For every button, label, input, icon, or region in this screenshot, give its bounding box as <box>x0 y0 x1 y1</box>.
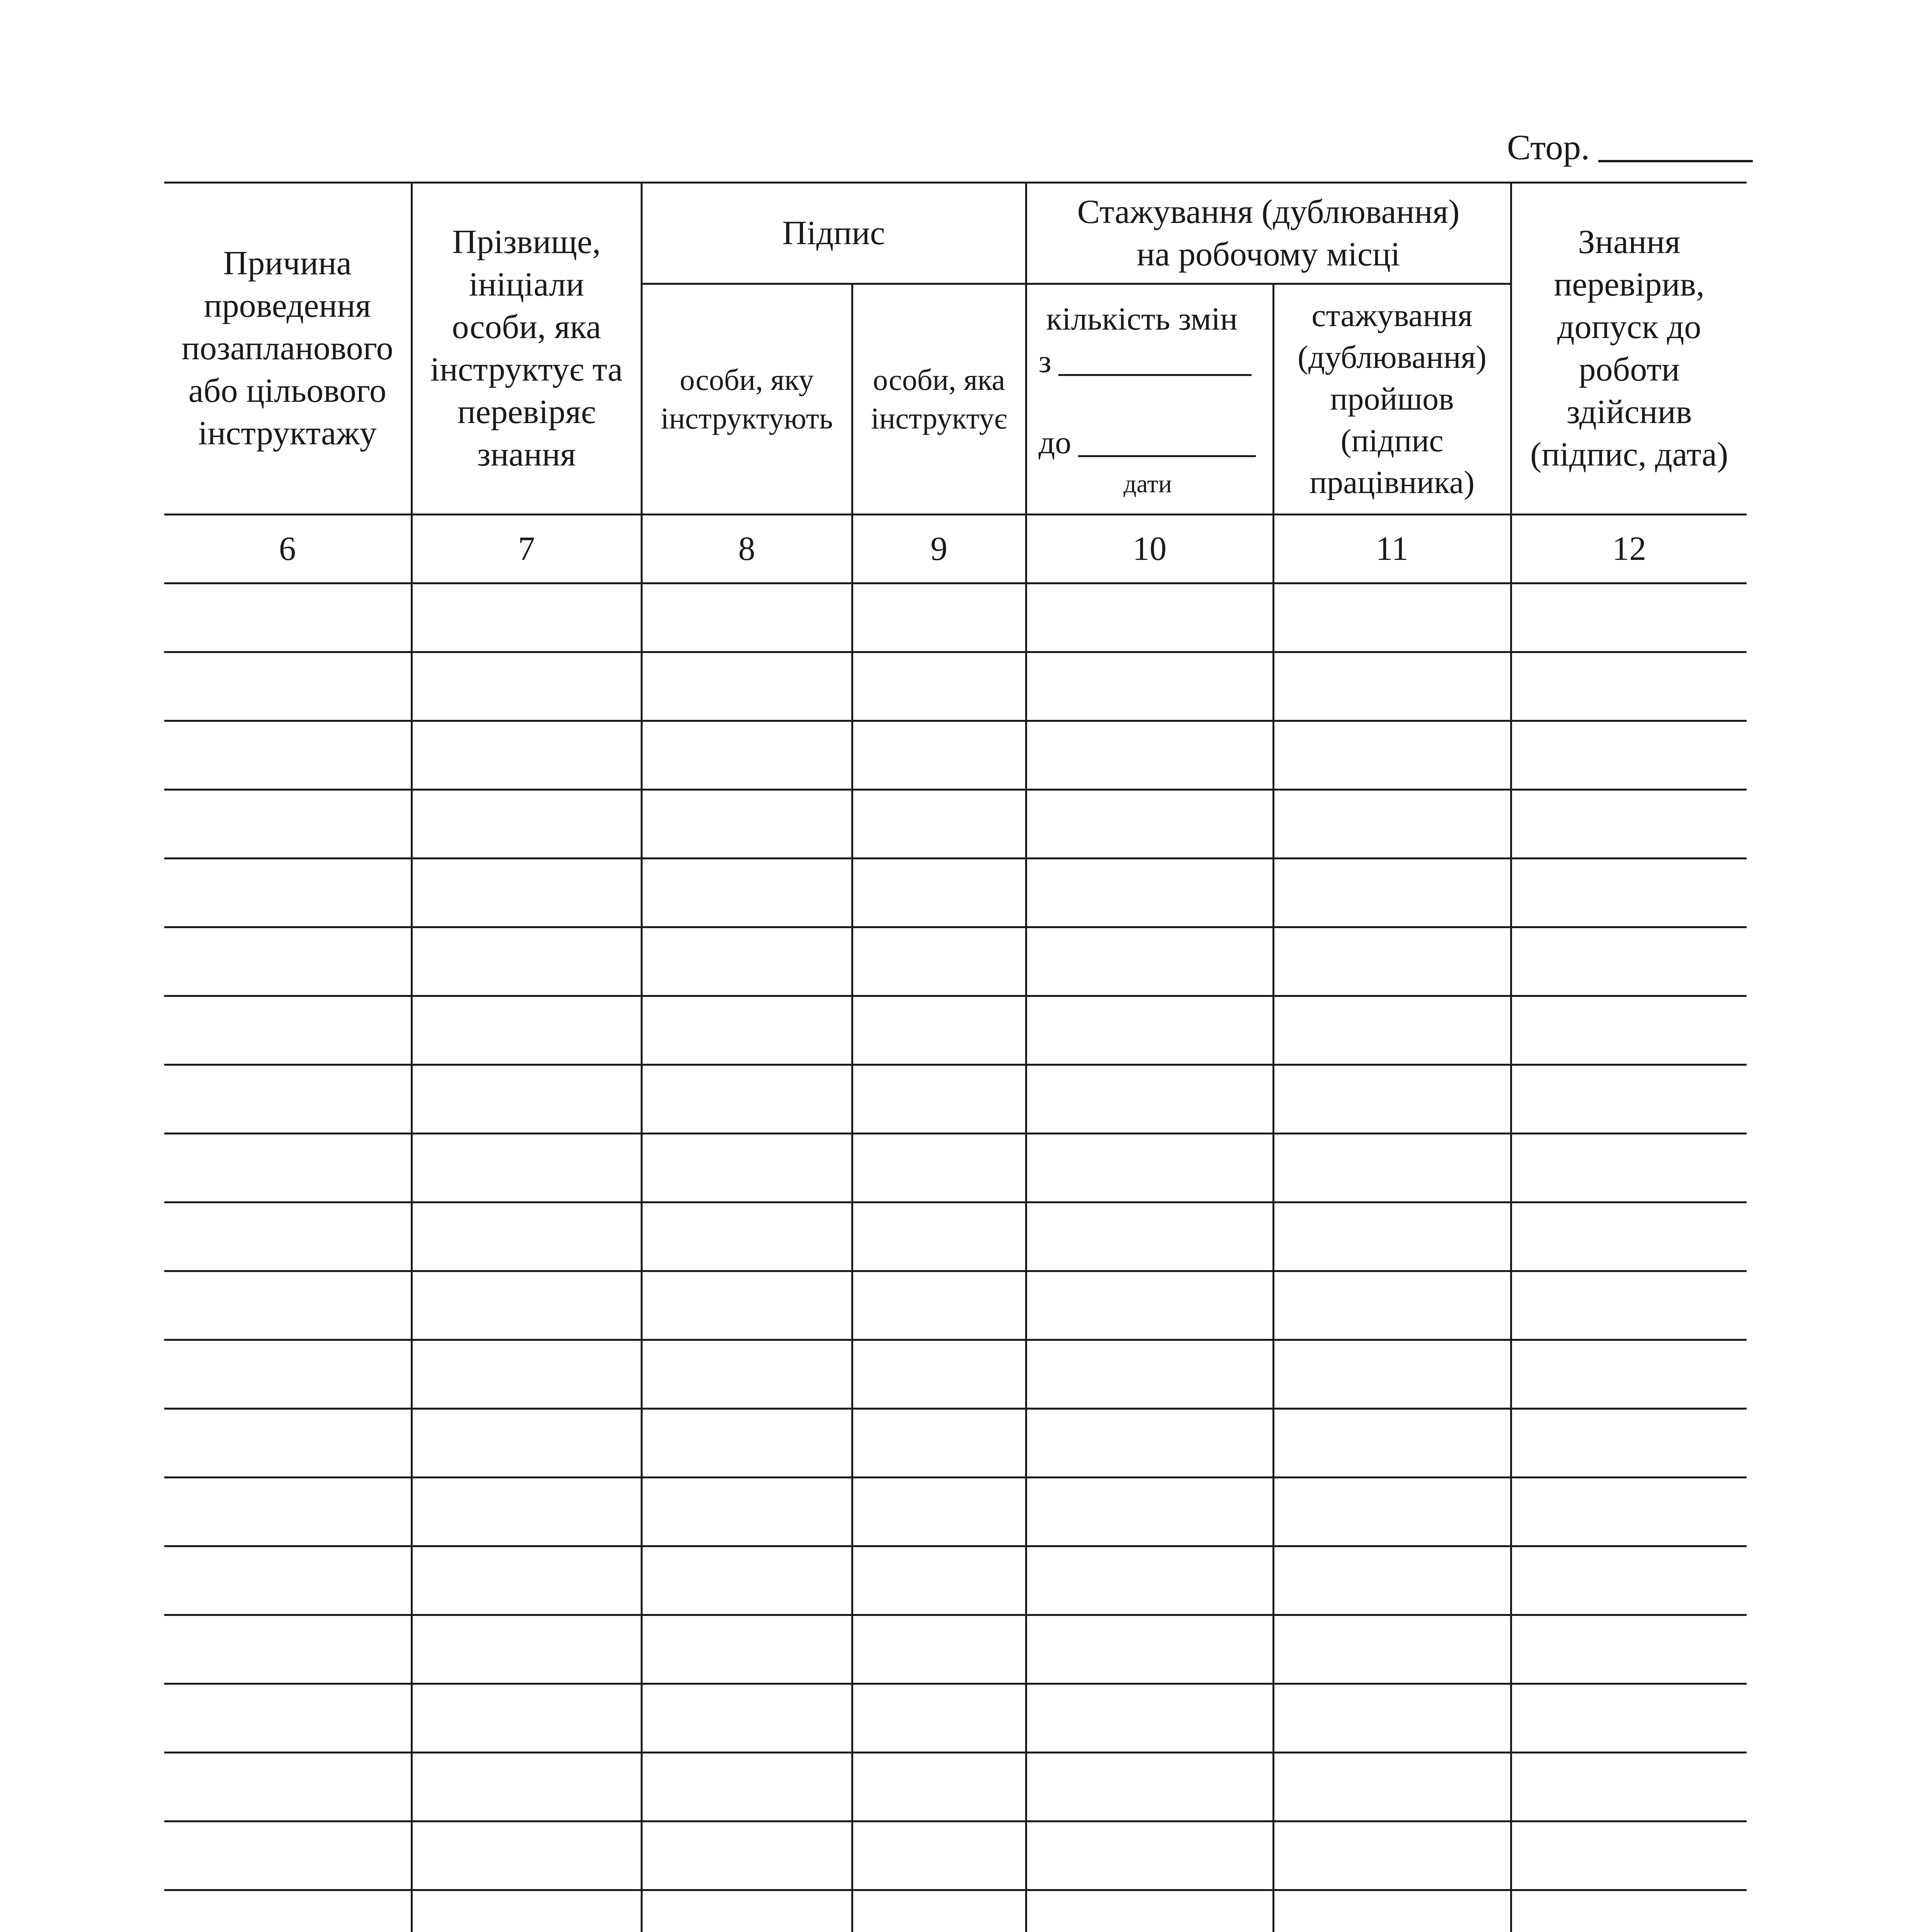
table-row <box>164 1409 1747 1478</box>
header-instructor-name-text: Прізвище, ініціали особи, яка інструктує та перевіряє знання <box>430 223 623 473</box>
table-cell[interactable] <box>412 859 641 927</box>
dates-note: дати <box>1123 470 1172 498</box>
table-cell[interactable] <box>412 1478 641 1546</box>
table-cell[interactable] <box>1273 996 1511 1065</box>
table-cell[interactable] <box>852 1271 1026 1340</box>
table-cell[interactable] <box>1273 721 1511 790</box>
table-cell[interactable] <box>1273 1134 1511 1202</box>
table-cell[interactable] <box>1273 1821 1511 1890</box>
table-cell[interactable] <box>412 1546 641 1615</box>
table-cell[interactable] <box>164 583 412 652</box>
table-cell[interactable] <box>641 1271 852 1340</box>
table-cell[interactable] <box>1026 927 1273 996</box>
table-cell[interactable] <box>852 1065 1026 1134</box>
table-cell[interactable] <box>412 1202 641 1271</box>
table-cell[interactable] <box>641 1546 852 1615</box>
table-cell[interactable] <box>1511 1409 1747 1478</box>
table-cell[interactable] <box>1026 1546 1273 1615</box>
table-cell[interactable] <box>164 790 412 859</box>
header-signature-group <box>641 183 1026 284</box>
table-cell[interactable] <box>412 1134 641 1202</box>
table-cell[interactable] <box>641 721 852 790</box>
column-numbers-row <box>164 515 1747 583</box>
table-cell[interactable] <box>164 1340 412 1409</box>
table-cell[interactable] <box>852 996 1026 1065</box>
table-cell[interactable] <box>852 1340 1026 1409</box>
header-knowledge-check <box>1511 183 1747 515</box>
shift-from-blank[interactable] <box>1058 374 1252 376</box>
table-cell[interactable] <box>1511 1684 1747 1753</box>
table-cell[interactable] <box>641 1615 852 1684</box>
column-number: 11 <box>1273 515 1511 583</box>
table-cell[interactable] <box>1511 1890 1747 1932</box>
header-internship-passed-text: стажування (дублювання) пройшов (підпис працівника) <box>1297 298 1487 500</box>
table-cell[interactable] <box>412 1753 641 1821</box>
table-cell[interactable] <box>1273 1478 1511 1546</box>
table-cell[interactable] <box>412 1340 641 1409</box>
table-cell[interactable] <box>1273 1546 1511 1615</box>
shift-to-line <box>1039 424 1256 461</box>
table-cell[interactable] <box>1273 1615 1511 1684</box>
table-cell[interactable] <box>1026 1684 1273 1753</box>
header-signature-group-text: Підпис <box>782 214 885 252</box>
header-internship-passed <box>1273 284 1511 515</box>
column-number: 9 <box>852 515 1026 583</box>
table-cell[interactable] <box>1273 1271 1511 1340</box>
table-cell[interactable] <box>1026 1753 1273 1821</box>
header-instructor-name <box>412 183 641 515</box>
table-body <box>164 583 1747 1932</box>
table-cell[interactable] <box>164 1546 412 1615</box>
header-reason-text: Причина проведення позапланового або цільового інструктажу <box>181 245 393 452</box>
table-cell[interactable] <box>1273 652 1511 721</box>
shift-to-blank[interactable] <box>1078 455 1256 457</box>
shift-to-label: до <box>1038 425 1072 461</box>
table-cell[interactable] <box>852 1684 1026 1753</box>
table-cell[interactable] <box>164 1065 412 1134</box>
table-cell[interactable] <box>412 790 641 859</box>
header-instructed-signature-text: особи, яку інструктують <box>660 363 833 435</box>
table-row <box>164 1615 1747 1684</box>
header-internship-group-text: Стажування (дублювання) на робочому місці <box>1077 193 1460 273</box>
table-cell[interactable] <box>412 652 641 721</box>
page-number <box>1507 129 1753 165</box>
table-row <box>164 859 1747 927</box>
header-reason <box>164 183 412 515</box>
table-cell[interactable] <box>1026 721 1273 790</box>
table-cell[interactable] <box>412 1409 641 1478</box>
table-cell[interactable] <box>412 927 641 996</box>
table-cell[interactable] <box>1511 583 1747 652</box>
table-cell[interactable] <box>1273 583 1511 652</box>
briefing-journal-table <box>164 182 1747 1932</box>
table-cell[interactable] <box>1273 1753 1511 1821</box>
table-cell[interactable] <box>1273 1340 1511 1409</box>
table-row <box>164 583 1747 652</box>
table-cell[interactable] <box>164 721 412 790</box>
table-cell[interactable] <box>852 652 1026 721</box>
table-cell[interactable] <box>412 1065 641 1134</box>
table-cell[interactable] <box>164 1478 412 1546</box>
table-cell[interactable] <box>164 996 412 1065</box>
table-cell[interactable] <box>412 996 641 1065</box>
header-instructor-signature <box>852 284 1026 515</box>
column-number: 12 <box>1511 515 1747 583</box>
table-cell[interactable] <box>1026 1821 1273 1890</box>
table-cell[interactable] <box>852 583 1026 652</box>
table-cell[interactable] <box>1026 1340 1273 1409</box>
table-row <box>164 927 1747 996</box>
table-cell[interactable] <box>1511 721 1747 790</box>
table-cell[interactable] <box>1511 1202 1747 1271</box>
table-cell[interactable] <box>852 1753 1026 1821</box>
table-cell[interactable] <box>1511 1821 1747 1890</box>
table-row <box>164 996 1747 1065</box>
table-cell[interactable] <box>1511 996 1747 1065</box>
column-number: 8 <box>641 515 852 583</box>
table-cell[interactable] <box>1026 1134 1273 1202</box>
table-cell[interactable] <box>641 927 852 996</box>
table-cell[interactable] <box>1511 652 1747 721</box>
table-cell[interactable] <box>164 1271 412 1340</box>
table-row <box>164 1821 1747 1890</box>
column-number: 10 <box>1026 515 1273 583</box>
table-cell[interactable] <box>1026 996 1273 1065</box>
table-cell[interactable] <box>1511 1753 1747 1821</box>
table-cell[interactable] <box>1273 859 1511 927</box>
table-cell[interactable] <box>164 859 412 927</box>
table-cell[interactable] <box>1273 1684 1511 1753</box>
table-cell[interactable] <box>1026 859 1273 927</box>
table-row <box>164 1134 1747 1202</box>
table-cell[interactable] <box>412 721 641 790</box>
table-row <box>164 790 1747 859</box>
table-cell[interactable] <box>1026 790 1273 859</box>
table-cell[interactable] <box>641 1065 852 1134</box>
table-row <box>164 1684 1747 1753</box>
table-cell[interactable] <box>641 1684 852 1753</box>
table-cell[interactable] <box>1273 1065 1511 1134</box>
table-cell[interactable] <box>1026 1615 1273 1684</box>
table-cell[interactable] <box>1511 1065 1747 1134</box>
table-cell[interactable] <box>641 790 852 859</box>
table-cell[interactable] <box>641 1409 852 1478</box>
table-row <box>164 1478 1747 1546</box>
header-shift-count <box>1026 284 1273 515</box>
table-cell[interactable] <box>412 1821 641 1890</box>
table-row <box>164 1546 1747 1615</box>
table-row <box>164 652 1747 721</box>
table-cell[interactable] <box>852 859 1026 927</box>
table-cell[interactable] <box>641 1340 852 1409</box>
table-cell[interactable] <box>641 1202 852 1271</box>
page-number-blank[interactable] <box>1598 160 1753 162</box>
column-number: 7 <box>412 515 641 583</box>
table-cell[interactable] <box>1511 859 1747 927</box>
table-cell[interactable] <box>1026 1890 1273 1932</box>
table-cell[interactable] <box>852 790 1026 859</box>
table-cell[interactable] <box>1511 1340 1747 1409</box>
shift-from-label: з <box>1038 344 1051 379</box>
header-instructor-signature-text: особи, яка інструктує <box>871 363 1007 435</box>
table-cell[interactable] <box>412 1615 641 1684</box>
table-cell[interactable] <box>641 1478 852 1546</box>
table-cell[interactable] <box>1273 1890 1511 1932</box>
table-cell[interactable] <box>164 1890 412 1932</box>
table-cell[interactable] <box>641 652 852 721</box>
table-cell[interactable] <box>164 1821 412 1890</box>
table-row <box>164 1890 1747 1932</box>
table-cell[interactable] <box>641 583 852 652</box>
table-cell[interactable] <box>1511 1546 1747 1615</box>
table-cell[interactable] <box>1511 927 1747 996</box>
table-cell[interactable] <box>1273 1409 1511 1478</box>
table-cell[interactable] <box>641 859 852 927</box>
table-row <box>164 1753 1747 1821</box>
table-cell[interactable] <box>164 1409 412 1478</box>
table-cell[interactable] <box>1026 1409 1273 1478</box>
table-cell[interactable] <box>641 1753 852 1821</box>
table-cell[interactable] <box>412 1890 641 1932</box>
table-cell[interactable] <box>852 1821 1026 1890</box>
table-cell[interactable] <box>1273 927 1511 996</box>
shift-count-title: кількість змін <box>1046 301 1238 337</box>
table-cell[interactable] <box>164 1202 412 1271</box>
table-cell[interactable] <box>1026 1271 1273 1340</box>
table-cell[interactable] <box>1026 652 1273 721</box>
table-row <box>164 1065 1747 1134</box>
page-number-label: Стор. <box>1507 128 1590 167</box>
table-row <box>164 1271 1747 1340</box>
table-cell[interactable] <box>852 721 1026 790</box>
table-row <box>164 1340 1747 1409</box>
table-row <box>164 1202 1747 1271</box>
table-cell[interactable] <box>641 1134 852 1202</box>
table-cell[interactable] <box>852 1202 1026 1271</box>
table-cell[interactable] <box>852 1134 1026 1202</box>
table-cell[interactable] <box>164 1615 412 1684</box>
table-cell[interactable] <box>164 1753 412 1821</box>
table-cell[interactable] <box>1511 1615 1747 1684</box>
header-knowledge-check-text: Знання перевірив, допуск до роботи здійснив (підпис, дата) <box>1530 223 1728 473</box>
table-cell[interactable] <box>1511 790 1747 859</box>
header-instructed-signature <box>641 284 852 515</box>
table-cell[interactable] <box>1026 1065 1273 1134</box>
table-cell[interactable] <box>164 1684 412 1753</box>
header-internship-group <box>1026 183 1511 284</box>
table-cell[interactable] <box>852 1409 1026 1478</box>
table-cell[interactable] <box>852 1478 1026 1546</box>
table-cell[interactable] <box>852 927 1026 996</box>
table-cell[interactable] <box>1026 1202 1273 1271</box>
table-cell[interactable] <box>1026 583 1273 652</box>
table-cell[interactable] <box>1511 1134 1747 1202</box>
table-cell[interactable] <box>852 1546 1026 1615</box>
table-cell[interactable] <box>412 1684 641 1753</box>
table-cell[interactable] <box>641 1890 852 1932</box>
table-cell[interactable] <box>1511 1271 1747 1340</box>
table-cell[interactable] <box>412 583 641 652</box>
table-row <box>164 721 1747 790</box>
table-cell[interactable] <box>1273 1202 1511 1271</box>
table-cell[interactable] <box>1511 1478 1747 1546</box>
table-cell[interactable] <box>852 1890 1026 1932</box>
table-cell[interactable] <box>641 1821 852 1890</box>
table-cell[interactable] <box>1026 1478 1273 1546</box>
table-cell[interactable] <box>1273 790 1511 859</box>
shift-from-line <box>1039 343 1252 380</box>
column-number: 6 <box>164 515 412 583</box>
table-cell[interactable] <box>852 1615 1026 1684</box>
table-cell[interactable] <box>164 652 412 721</box>
table-cell[interactable] <box>164 1134 412 1202</box>
table-cell[interactable] <box>412 1271 641 1340</box>
table-cell[interactable] <box>641 996 852 1065</box>
table-cell[interactable] <box>164 927 412 996</box>
